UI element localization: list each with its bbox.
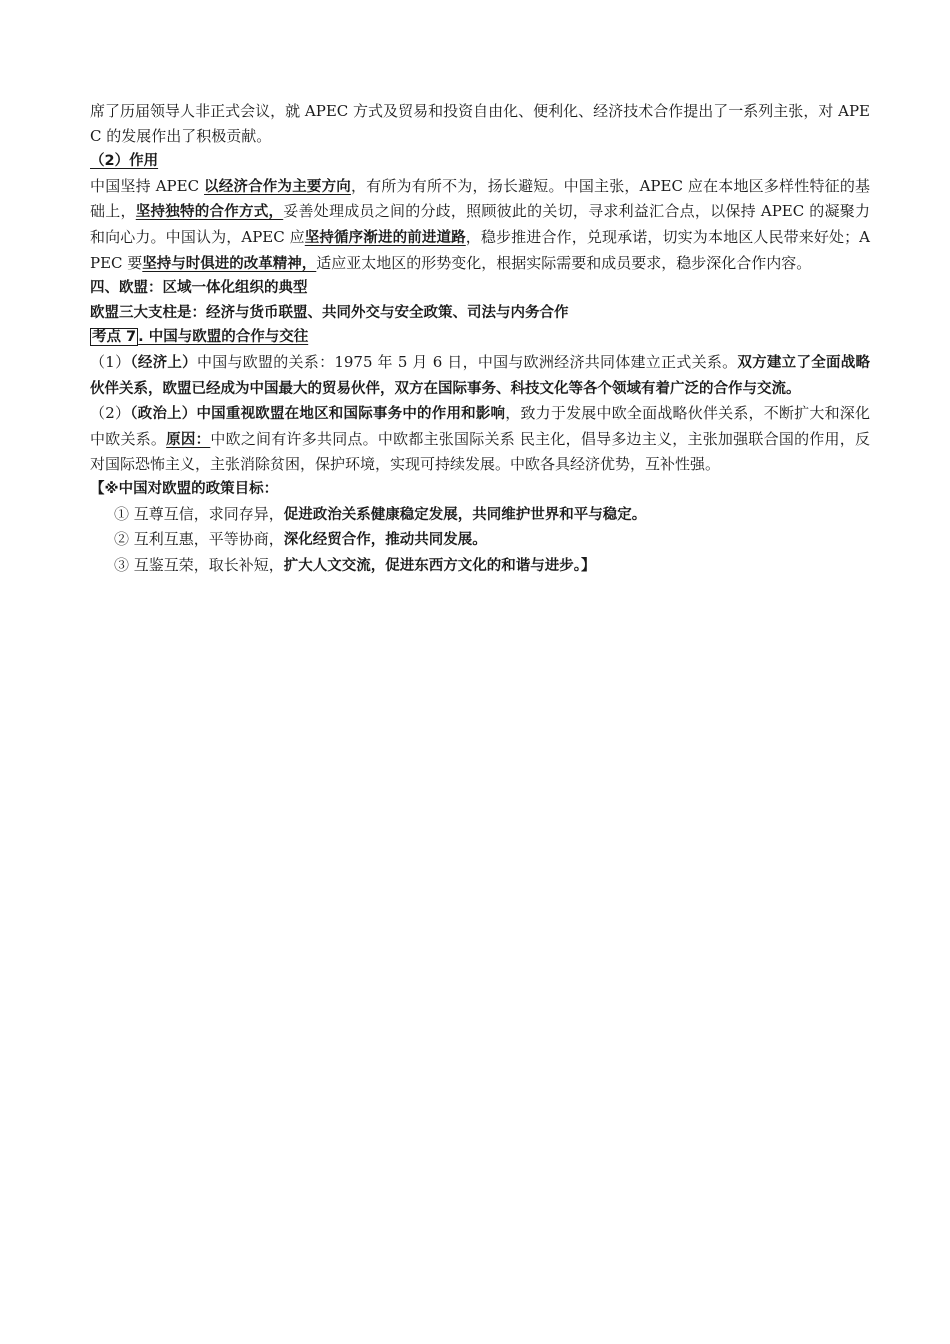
policy-item-plain: 互尊互信，求同存异，: [129, 504, 284, 523]
econ-prefix: （1）: [90, 352, 131, 371]
pol-text-1: ，致力于发展中欧全面战略伙伴关系，不断扩大和深化中欧关系。: [90, 404, 870, 448]
intro-paragraph: [90, 99, 870, 148]
kaodian-box: 考点 7: [92, 329, 137, 346]
policy-item-number: ②: [114, 530, 130, 549]
econ-paragraph: [90, 350, 870, 401]
kaodian-title: . 中国与欧盟的合作与交往: [138, 329, 309, 346]
policy-item: [90, 502, 870, 528]
role-text-5: 适应亚太地区的形势变化，根据实际需要和成员要求，稳步深化合作内容。: [316, 253, 812, 272]
eu-heading: [90, 276, 870, 301]
pol-prefix: （2）: [90, 404, 131, 423]
policy-item-number: ③: [114, 555, 130, 574]
role-text-4: ，稳步推进合作，兑现承诺，切实为本地区人民带来好处；APEC 要: [90, 227, 871, 272]
role-heading: [90, 148, 870, 174]
intro-text: 席了历届领导人非正式会议，就 APEC 方式及贸易和投资自由化、便利化、经济技术合作提出了一系列主张，对 APEC 的发展作出了积极贡献。: [90, 102, 870, 145]
policy-heading-text: 【※中国对欧盟的政策目标：: [90, 480, 279, 497]
policy-item-bold: 促进政治关系健康稳定发展，共同维护世界和平与稳定。: [283, 506, 647, 523]
policy-item-plain: 互鉴互荣，取长补短，: [129, 555, 284, 574]
policy-item: [90, 553, 870, 579]
pol-paragraph: [90, 401, 870, 477]
econ-text: 中国与欧盟的关系：1975 年 5 月 6 日，中国与欧洲经济共同体建立正式关系。: [196, 352, 738, 371]
role-key-1: 以经济合作为主要方向: [204, 178, 351, 195]
policy-item-bold: 深化经贸合作，推动共同发展。: [283, 532, 487, 549]
policy-item: [90, 527, 870, 553]
policy-item-plain: 互利互惠，平等协商，: [129, 530, 284, 549]
role-text-1: 中国坚持 APEC: [90, 176, 205, 195]
pol-label: （政治上）中国重视欧盟在地区和国际事务中的作用和影响: [130, 406, 506, 423]
pol-reason: 原因：: [166, 431, 211, 448]
role-text-3: 妥善处理成员之间的分歧，照顾彼此的关切，寻求利益汇合点，以保持 APEC 的凝聚力和向心力。中国认为，APEC 应: [90, 202, 870, 246]
eu-pillars: [90, 301, 870, 326]
role-key-2: 坚持独特的合作方式，: [135, 204, 284, 221]
policy-item-bold: 扩大人文交流，促进东西方文化的和谐与进步。】: [283, 557, 596, 574]
policy-heading: [90, 477, 870, 502]
eu-pillars-text: 欧盟三大支柱是：经济与货币联盟、共同外交与安全政策、司法与内务合作: [90, 304, 569, 321]
role-text-2: ，有所为有所不为，扬长避短。中国主张，APEC 应在本地区多样性特征的基础上，: [90, 176, 871, 221]
role-key-3: 坚持循序渐进的前进道路: [304, 229, 466, 246]
role-heading-text: （2）作用: [90, 153, 159, 170]
econ-key: 双方建立了全面战略伙伴关系，欧盟已经成为中国最大的贸易伙伴，双方在国际事务、科技文化等各个领域有着广泛的合作与交流。: [90, 354, 871, 397]
policy-item-number: ①: [114, 504, 130, 523]
role-key-4: 坚持与时俱进的改革精神，: [142, 255, 317, 272]
pol-text-2: 中欧之间有许多共同点。中欧都主张国际关系 民主化，倡导多边主义，主张加强联合国的作用，反对国际恐怖主义，主张消除贫困，保护环境，实现可持续发展。中欧各具经济优势，互补性强。: [90, 429, 870, 474]
kaodian-heading: [90, 325, 870, 350]
role-paragraph: [90, 174, 870, 276]
eu-heading-text: 四、欧盟：区域一体化组织的典型: [90, 280, 308, 297]
econ-label: （经济上）: [130, 354, 197, 371]
document-page: [90, 99, 870, 578]
